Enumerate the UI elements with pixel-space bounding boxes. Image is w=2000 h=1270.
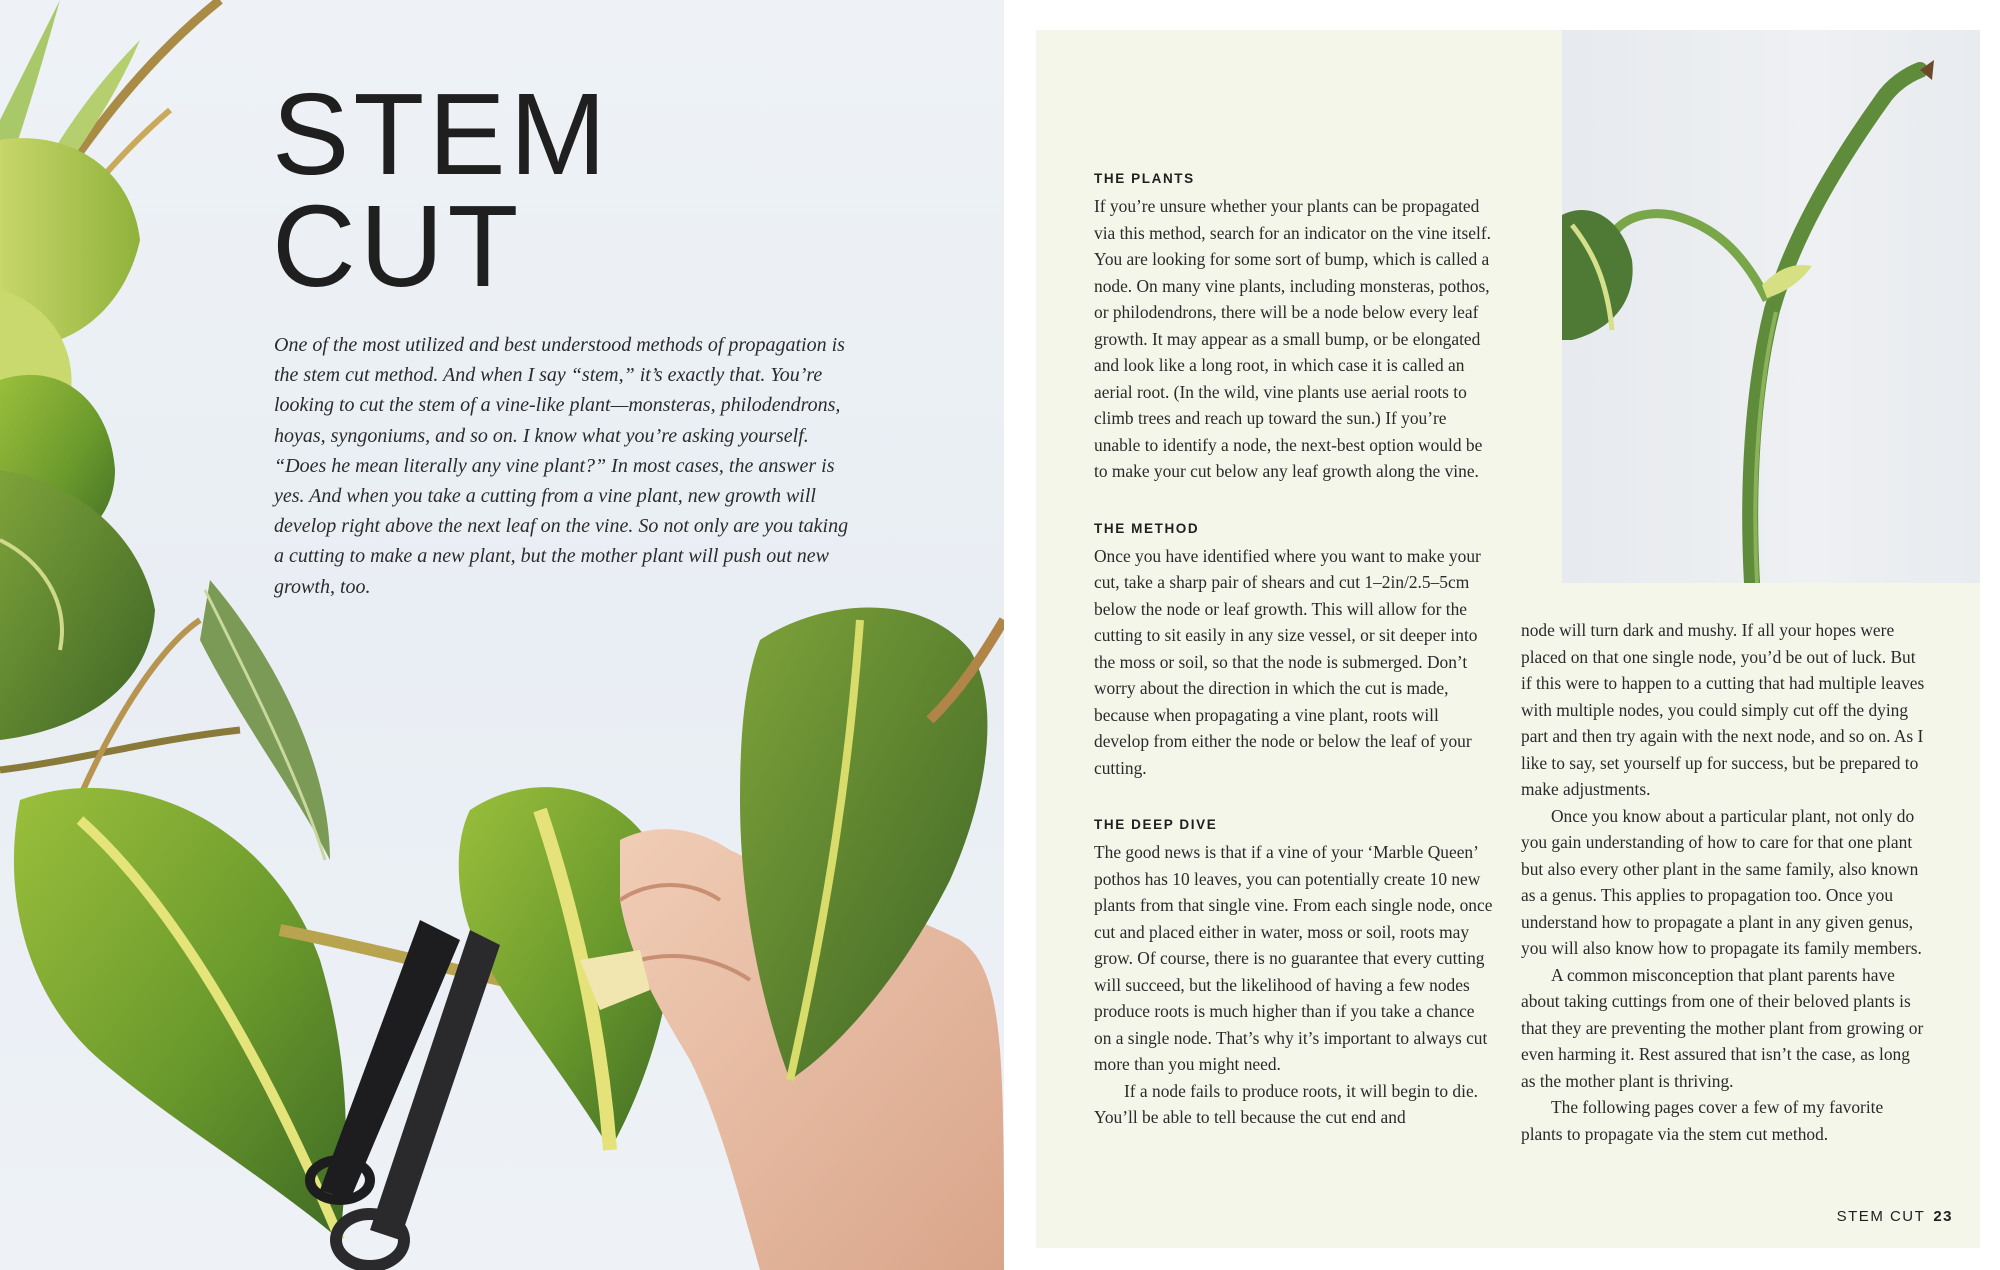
page-number: 23 [1933,1208,1953,1225]
continued-paragraph-3: A common misconception that plant parents have about taking cuttings from one of their beloved plants is that they are preventing the mother plant from growing or even harming it. Rest assured that isn’t the case, as long as the mother plant is thriving. [1521,964,1924,1091]
vine-node-illustration [1562,30,1980,583]
page-gutter [1004,0,1036,1270]
continued-paragraph-4: The following pages cover a few of my favorite plants to propagate via the stem cut method. [1521,1097,1884,1144]
text-column-right [1521,617,1925,1147]
text-column-left [1094,168,1494,1131]
title-line-2: CUT [272,181,523,311]
continued-paragraph-1: node will turn dark and mushy. If all your hopes were placed on that one single node, you’d be out of luck. But if this were to happen to a cutting that had multiple leaves with multiple nodes, you could simply cut off the dying part and then try again with the next node, and so on. As I like to say, set yourself up for success, but be prepared to make adjustments. [1521,620,1925,799]
continued-paragraph-2: Once you know about a particular plant, not only do you gain understanding of how to care for that one plant but also every other plant in the same family, also known as a genus. This applies to propagation too. Once you understand how to propagate a plant in any given genus, you will also know how to propagate its family members. [1521,805,1922,958]
section-heading-method: THE METHOD [1094,520,1200,536]
section-heading-plants: THE PLANTS [1094,171,1195,186]
section-body-plants: If you’re unsure whether your plants can be propagated via this method, search for an indicator on the vine itself. You are looking for some sort of bump, which is called a node. On many vine plants, including monsteras, pothos, or philodendrons, there will be a node below every leaf growth. It may appear as a small bump, or be elongated and look like a long root, in which case it is called an aerial root. (In the wild, vine plants use aerial roots to climb trees and reach up toward the sun.) If you’re unable to identify a node, the next-best option would be to make your cut below any leaf growth along the vine. [1094,196,1491,481]
folio-title: STEM CUT [1836,1208,1926,1225]
intro-paragraph: One of the most utilized and best understood methods of propagation is the stem cut method. And when I say “stem,” it’s exactly that. You’re looking to cut the stem of a vine-like plant—monsteras, philodendrons, hoyas, syngoniums, and so on. I know what you’re asking yourself. “Does he mean literally any vine plant?” In most cases, the answer is yes. And when you take a cutting from a vine plant, new growth will develop right above the next leaf on the vine. So not only are you taking a cutting to make a new plant, but the mother plant will push out new growth, too. [274,334,849,598]
section-heading-deep-dive: THE DEEP DIVE [1094,817,1218,832]
title-line-1: STEM [272,69,611,199]
section-body-deep-dive-2: If a node fails to produce roots, it will begin to die. You’ll be able to tell because the cut end and [1094,1080,1479,1127]
stem-node-photo [1562,30,1980,583]
page-title [272,69,611,311]
page-folio [1837,1208,1953,1225]
section-body-deep-dive: The good news is that if a vine of your ‘Marble Queen’ pothos has 10 leaves, you can potentially create 10 new plants from that single vine. From each single node, once cut and placed either in water, moss or soil, roots may grow. Of course, there is no guarantee that every cutting will succeed, but the likelihood of having a few nodes produce roots is much higher than if you take a chance on a single node. That’s why it’s important to always cut more than you might need. [1094,842,1493,1074]
section-body-method: Once you have identified where you want to make your cut, take a sharp pair of shears and cut 1–2in/2.5–5cm below the node or leaf growth. This will allow for the cutting to sit easily in any size vessel, or sit deeper into the moss or soil, so that the node is submerged. Don’t worry about the direction in which the cut is made, because when propagating a vine plant, roots will develop from either the node or below the leaf of your cutting. [1094,545,1481,778]
